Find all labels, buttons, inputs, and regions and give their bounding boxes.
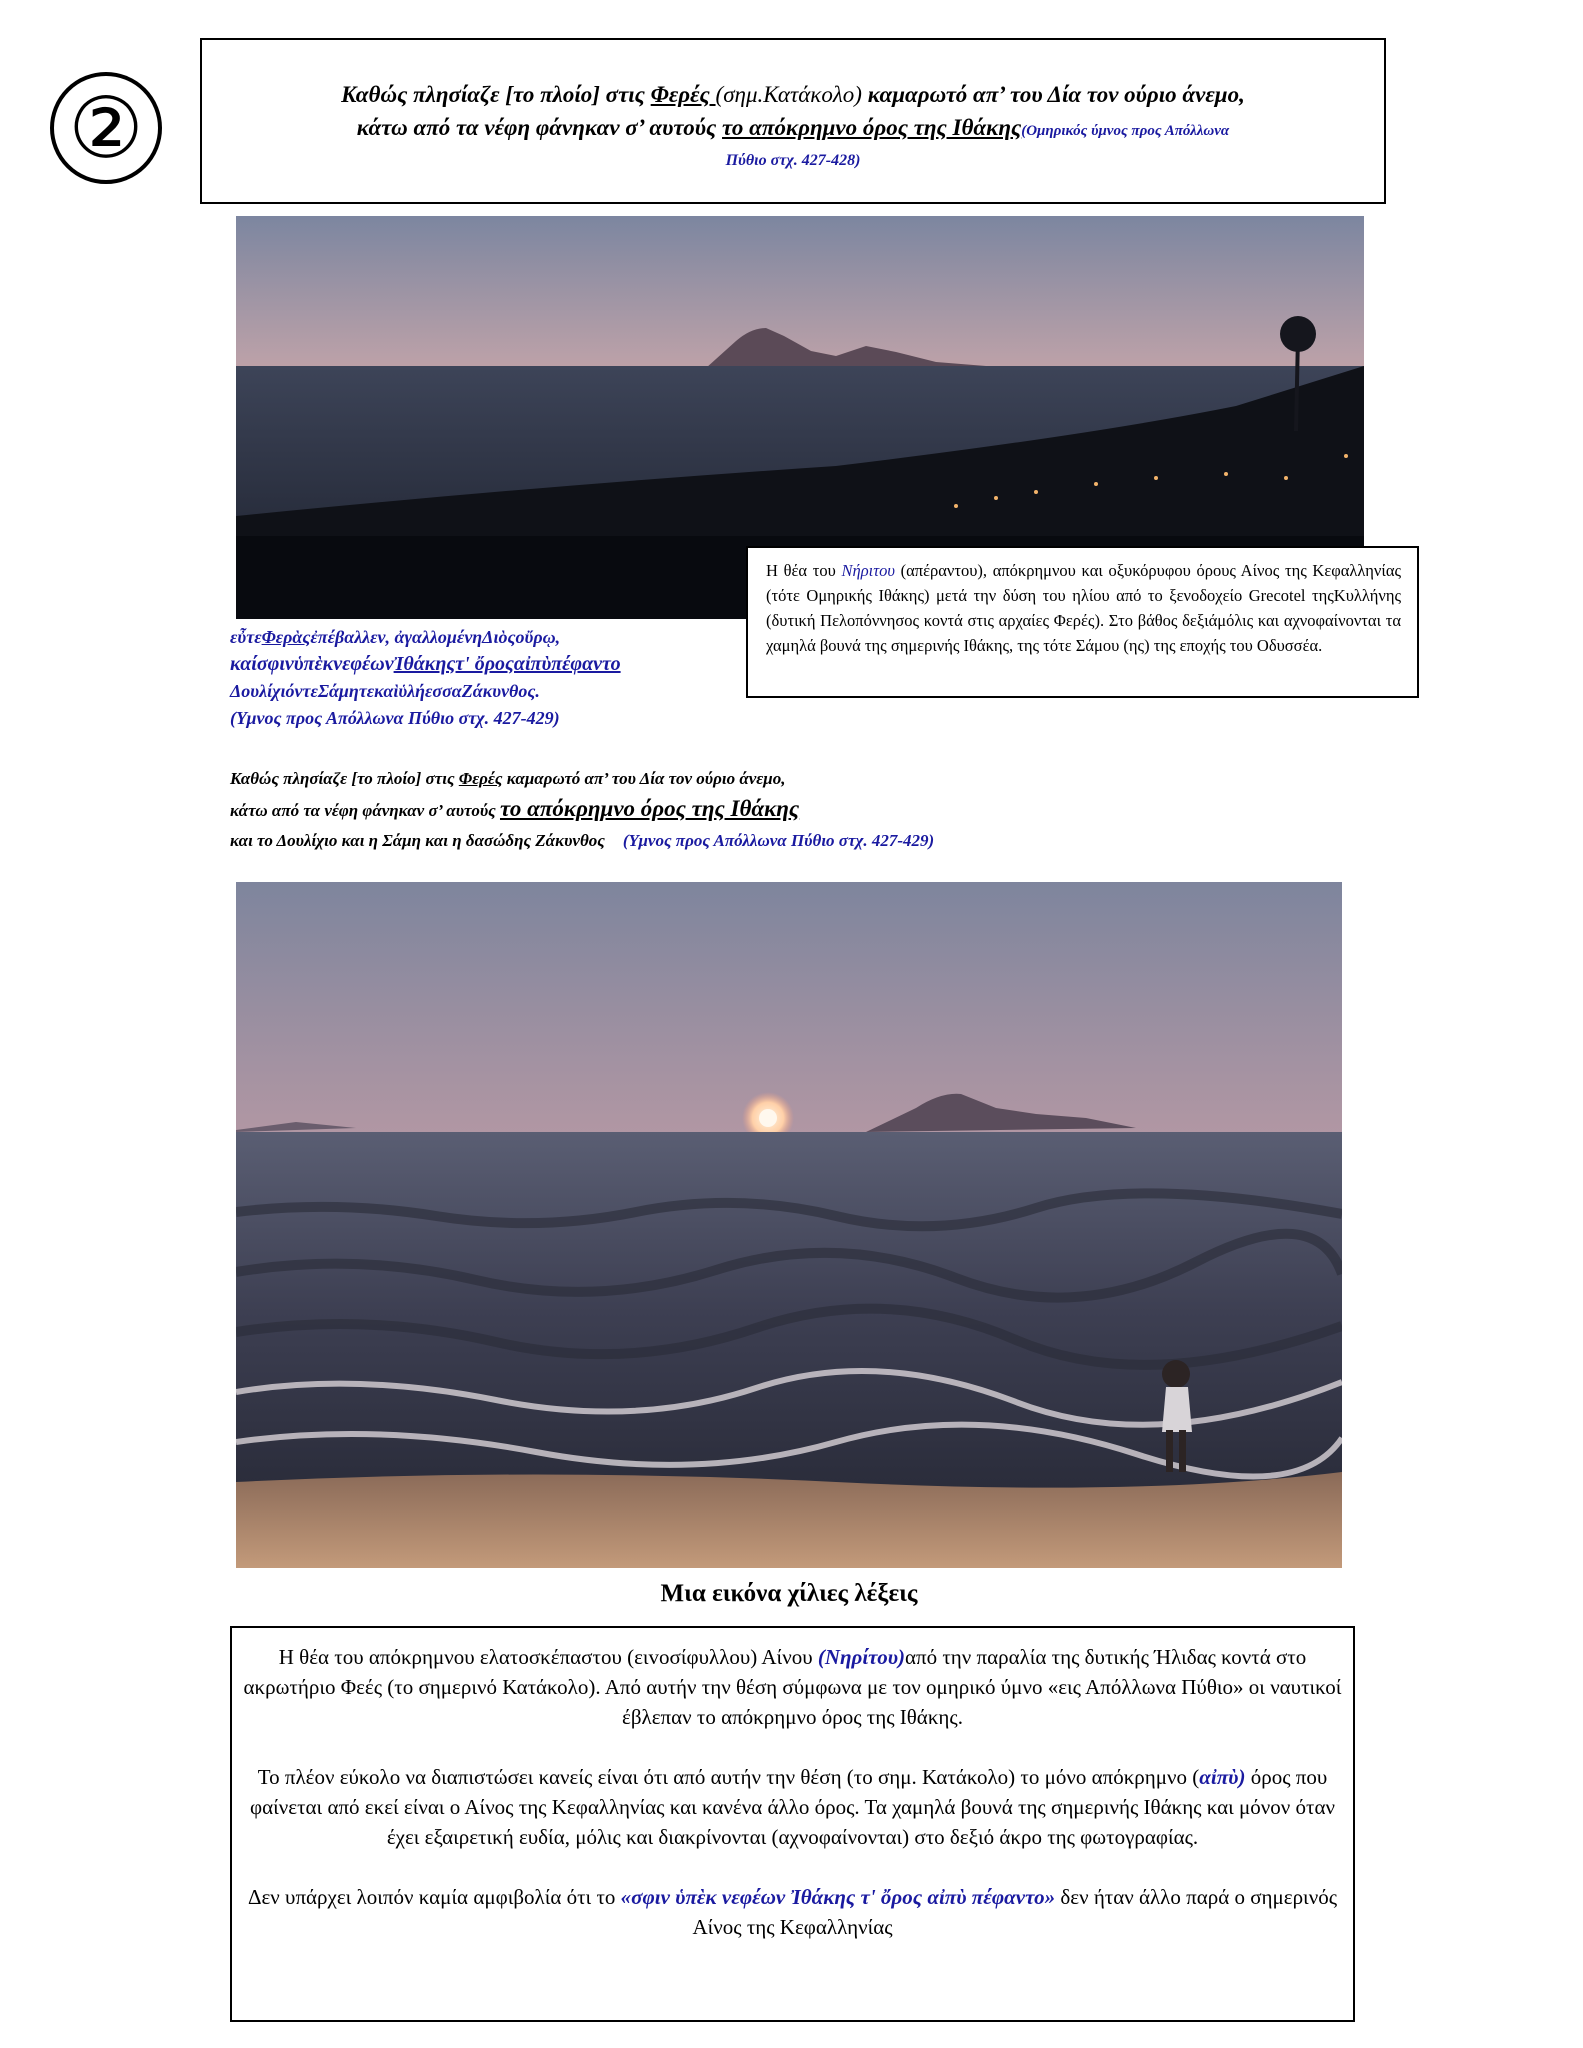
neritou-term: (Νηρίτου) (817, 1645, 905, 1669)
translation-line-3 (230, 826, 1230, 856)
bottom-text-box (230, 1626, 1355, 2022)
ithakis-term: Ἰθάκηςτ' ὄροςαἰπὺπέφαντο (393, 653, 621, 675)
header-line-1 (202, 78, 1384, 111)
circled-number: ② (50, 72, 162, 184)
header-reference: (Ομηρικός ύμνος προς Απόλλωνα (1021, 123, 1230, 139)
header-text: καμαρωτό απ’ του Δία τον ούριο άνεμο, (861, 82, 1245, 107)
header-line-2 (202, 111, 1384, 148)
feras-term: Φερὰς (261, 627, 311, 647)
header-text: κάτω από τα νέφη φάνηκαν σ’ αυτούς (356, 115, 723, 140)
translation-line-1 (230, 764, 1230, 794)
neritou-term: Νήριτου (841, 561, 895, 580)
paragraph-1 (232, 1642, 1353, 1732)
header-text: (σημ.Κατάκολο) (715, 82, 862, 107)
feres-link: Φερές (650, 82, 716, 107)
homeric-quote: «σφιν ὑπὲκ νεφέων Ἰθάκης τ' ὄρος αἰπὺ πέφαντο» (620, 1885, 1056, 1909)
aipy-term: αἰπὺ) (1199, 1765, 1246, 1789)
translation-line-2 (230, 794, 1230, 826)
ancient-line-1 (230, 624, 750, 651)
sunset-photo-2 (236, 882, 1342, 1568)
quote-text: καίσφινὑπὲκνεφέων (230, 653, 394, 675)
translation-text: καμαρωτό απ’ του Δία τον ούριο άνεμο, (502, 769, 786, 788)
header-quote-box (200, 38, 1386, 204)
translation-reference: (Υμνος προς Απόλλωνα Πύθιο στχ. 427-429) (622, 831, 935, 850)
paragraph-2 (232, 1762, 1353, 1852)
quote-text: εὖτε (230, 627, 262, 647)
quote-text: ἐπέβαλλεν, ἀγαλλομένηΔιὸςοὔρῳ, (310, 627, 561, 647)
ancient-greek-quote (230, 624, 750, 732)
caption-title: Μια εικόνα χίλιες λέξεις (660, 1580, 918, 1607)
mount-phrase: το απόκρημνο όρος της Ιθάκης (499, 796, 800, 821)
mount-phrase: το απόκρημνο όρος της Ιθάκης (722, 115, 1022, 140)
caption-text: (απέραντου), απόκρημνου και οξυκόρυφου όρους Αίνος της Κεφαλληνίας (τότε Ομηρικής Ιθάκης) μετά την δύση του ηλίου από το ξενοδοχείο Grecotel τηςΚυλλήνης (δυτική Πελοπόννησος κοντά στις αρχαίες Φερές). Στο βάθος δεξιάμόλις και αχνοφαίνονται τα χαμηλά βουνά της σημερινής Ιθάκης, της τότε Σάμου (ης) της εποχής του Οδυσσέα. (766, 561, 1401, 655)
translation-text: και το Δουλίχιο και η Σάμη και η δασώδης Ζάκυνθος (230, 831, 605, 850)
translation-text: Καθώς πλησίαζε [το πλοίο] στις (230, 769, 459, 788)
translation-text: κάτω από τα νέφη φάνηκαν σ’ αυτούς (230, 801, 500, 820)
paragraph-text: όρος που φαίνεται από εκεί είναι ο Αίνος της Κεφαλληνίας και κανένα άλλο όρος. Τα χαμηλά βουνά της σημερινής Ιθάκης και μόνον όταν έχει εξαιρετική ευδία, μόλις και διακρίνονται (αχνοφαίνονται) στο δεξιό άκρο της φωτογραφίας. (250, 1765, 1335, 1849)
paragraph-text: Το πλέον εύκολο να διαπιστώσει κανείς είναι ότι από αυτήν την θέση (το σημ. Κατάκολο) το μόνο απόκρημνο ( (257, 1765, 1200, 1789)
ancient-line-3: ΔουλίχιόντεΣάμητεκαὶὑλήεσσαΖάκυνθος. (230, 681, 540, 701)
paragraph-3 (232, 1882, 1353, 1942)
paragraph-text: δεν ήταν άλλο παρά ο σημερινός Αίνος της Κεφαλληνίας (692, 1885, 1338, 1939)
ancient-reference: (Υμνος προς Απόλλωνα Πύθιο στχ. 427-429) (230, 708, 560, 728)
caption-text: Η θέα του (766, 561, 842, 580)
feres-term: Φερές (458, 769, 503, 788)
paragraph-text: από την παραλία της δυτικής Ήλιδας κοντά στο ακρωτήριο Φεές (το σημερινό Κατάκολο). Από αυτήν την θέση σύμφωνα με τον ομηρικό ύμνο «εις Απόλλωνα Πύθιο» οι ναυτικοί έβλεπαν το απόκρημνο όρος της Ιθάκης. (243, 1645, 1342, 1729)
header-text: Καθώς πλησίαζε [το πλοίο] στις (341, 82, 651, 107)
header-reference-line: Πύθιο στχ. 427-428) (725, 152, 861, 169)
modern-translation (230, 764, 1230, 856)
paragraph-text: Δεν υπάρχει λοιπόν καμία αμφιβολία ότι το (247, 1885, 621, 1909)
paragraph-text: Η θέα του απόκρημνου ελατοσκέπαστου (ειvοσίφυλλου) Αίνου (278, 1645, 818, 1669)
sunset-beach-photo-icon (236, 882, 1342, 1568)
ancient-line-2 (230, 651, 750, 678)
photo-1-caption-box (746, 546, 1419, 698)
